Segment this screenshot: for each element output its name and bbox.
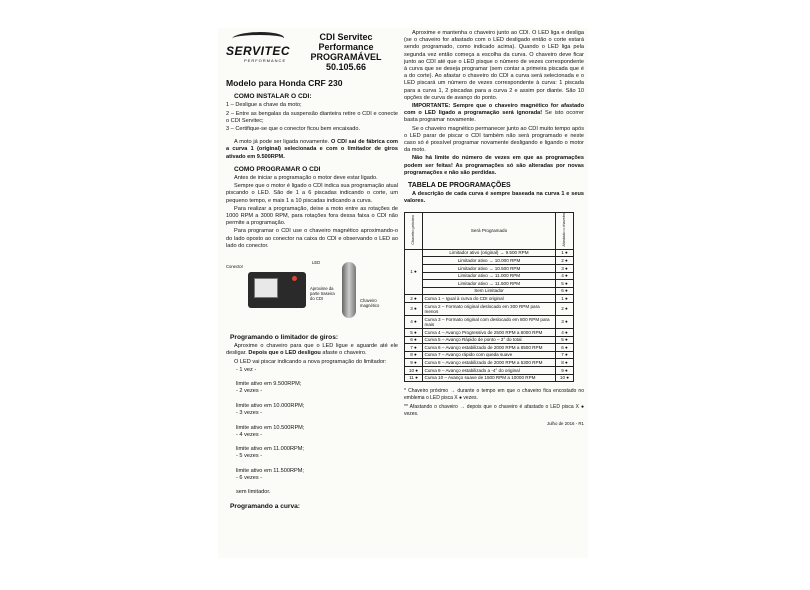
- important-paragraph: IMPORTANTE: Sempre que o chaveiro magnético for afastado com o LED ligado a programação será ignorada! Se isto ocorrer basta programar novamente.: [404, 103, 585, 124]
- label-chaveiro: Chaveiro magnético: [360, 298, 380, 309]
- list-item: - 5 vezes - limite ativo em 11.500RPM;: [236, 453, 304, 474]
- ready-paragraph: A moto já pode ser ligada novamente. O CDI sai de fábrica com a curva 1 (original) selecionada e com o limitador de giros ativado em 9.500RPM.: [226, 139, 398, 160]
- program-heading: COMO PROGRAMAR O CDI: [234, 165, 321, 173]
- connector-icon: [254, 278, 278, 298]
- header: [226, 32, 398, 72]
- curve-paragraph: Aproxime e mantenha o chaveiro junto ao CDI. O LED liga e desliga (se o chaveiro for afastado com o LED desligado então o corte estará sendo programado, como indicado acima). Quando o LED liga pela segunda vez então começa a escolha da curva. O chaveiro deve ficar junto ao CDI até que o LED pisque o número de vezes correspondente à curva que se deseja programar (sem contar a primeira piscada que é a do corte). Ao afastar o chaveiro do CDI a curva será selecionada e o LED piscará um número de vezes correspondente à curva: 1 piscada para a curva 1, 2 piscadas para a curva 2 e assim por diante. São 10 opções de curva de avanço do ponto.: [404, 30, 584, 101]
- brand-sub: PERFORMANCE: [244, 58, 287, 63]
- program-para-2: Sempre que o motor é ligado o CDI indica sua programação atual piscando o LED. São de 1 a 6 piscadas indicando o corte, um pequeno tempo, e mais 1 a 10 piscadas indicando a curva.: [226, 183, 398, 204]
- servitec-logo: [226, 32, 291, 64]
- title-line-3: PROGRAMÁVEL: [310, 52, 382, 62]
- table-row: 1 ● Limitador ativo (original) → 9.500 RPM 1 ●: [405, 249, 574, 257]
- list-item: - 3 vezes - limite ativo em 10.500RPM;: [236, 410, 305, 431]
- program-para-1: Antes de iniciar a programação o motor deve estar ligado.: [234, 175, 378, 182]
- install-heading: COMO INSTALAR O CDI:: [234, 93, 312, 101]
- cdi-box-icon: [248, 272, 306, 308]
- label-aproxime: Aproxime da parte traseira do CDI: [310, 286, 335, 302]
- table-header: [405, 212, 574, 249]
- footnote-2: ** Afastando o chaveiro → depois que o chaveiro é afastado o LED pisca X ● vezes.: [404, 403, 584, 417]
- magnetic-keychain-icon: [342, 262, 356, 318]
- left-column: [226, 28, 398, 512]
- cdi-photo: [226, 258, 398, 328]
- model-title: Modelo para Honda CRF 230: [226, 78, 343, 88]
- table-row: 2 ● Curva 1 – Igual à curva do CDI original 1 ●: [405, 295, 574, 303]
- curve-heading: Programando a curva:: [230, 502, 300, 510]
- limiter-para-2: O LED vai piscar indicando a nova programação do limitador:: [234, 358, 387, 365]
- logo-swoosh-icon: [230, 32, 287, 45]
- title-line-2: Performance: [318, 42, 374, 52]
- footnotes: [404, 388, 584, 418]
- table-row: 8 ● Curva 7 – Avanço rápido com queda suave 7 ●: [405, 351, 574, 359]
- no-limit-paragraph: Não há limite do número de vezes em que as programações podem ser feitas! As programações só são alteradas por novas programações e não são perdidas.: [404, 155, 584, 176]
- limiter-para-1: Aproxime o chaveiro para que o LED ligue e aguarde até ele desligar. Depois que o LED desligou afaste o chaveiro.: [226, 343, 398, 357]
- table-row: 3 ● Curva 2 – Formato original deslocado em 300 RPM para menos 2 ●: [405, 302, 574, 315]
- list-item: - 2 vezes - limite ativo em 10.000RPM;: [236, 388, 305, 409]
- label-conector: Conector: [226, 264, 243, 270]
- table-row: 11 ● Curva 10 – Avanço suave de 1500 RPM a 10000 RPM 10 ●: [405, 374, 574, 382]
- header-sera-programado: Será Programado: [423, 212, 556, 249]
- table-row: 9 ● Curva 8 – Avanço estabilizado de 2000 RPM a 5300 RPM 8 ●: [405, 359, 574, 367]
- footnote-1: * Chaveiro próximo → durante o tempo em que o chaveiro fica encostado no emblema o LED pisca X ● vezes.: [404, 388, 584, 402]
- table-row: Limitador ativo → 11.500 RPM 5 ●: [405, 280, 574, 288]
- table-row: 4 ● Curva 3 – Formato original com deslocado em 800 RPM para mais 3 ●: [405, 315, 574, 328]
- table-row: 5 ● Curva 4 – Avanço Progressivo de 2500 RPM a 8000 RPM 4 ●: [405, 328, 574, 336]
- table-row: 10 ● Curva 9 – Avanço estabilizado a -4° do original 9 ●: [405, 366, 574, 374]
- list-item: - 1 vez - limite ativo em 9.500RPM;: [236, 366, 302, 388]
- instruction-sheet: [218, 28, 588, 558]
- header-afastado: Afastado o chaveiro: [561, 213, 566, 247]
- programming-table: [404, 212, 574, 382]
- revision-date: Julho de 2016 - R1: [546, 420, 584, 426]
- led-icon: [292, 276, 297, 281]
- right-column: [404, 28, 584, 427]
- install-step-2: 2 – Entre as bengalas da suspensão dianteira retire o CDI e conecte o CDI Servitec;: [226, 110, 398, 124]
- limiter-heading: Programando o limitador de giros:: [230, 334, 339, 342]
- program-para-4: Para programar o CDI use o chaveiro magnético aproximando-o do lado oposto ao conector na caixa do CDI e observando o LED ao lado do conector.: [226, 228, 398, 249]
- limiter-key-cell: 1 ●: [405, 249, 423, 295]
- table-row: Limitador ativo → 10.500 RPM 3 ●: [405, 265, 574, 273]
- title-line-4: 50.105.66: [325, 62, 367, 72]
- install-step-1: 1 – Desligue a chave da moto;: [226, 102, 302, 109]
- table-description: A descrição de cada curva é sempre baseada na curva 1 e seus valores.: [404, 191, 584, 205]
- table-heading: TABELA DE PROGRAMAÇÕES: [408, 182, 511, 190]
- title-line-1: CDI Servitec: [319, 32, 373, 42]
- keychain-paragraph: Se o chaveiro magnético permanecer junto ao CDI muito tempo após o LED parar de piscar o CDI também não será programado e neste caso só é possível programar novamente desligando e ligando o motor da moto.: [404, 125, 584, 154]
- list-item: - 6 vezes - sem limitador.: [236, 474, 271, 496]
- table-row: 7 ● Curva 6 – Avanço estabilizado de 2000 RPM a 6500 RPM 6 ●: [405, 344, 574, 352]
- list-item: - 4 vezes - limite ativo em 11.000RPM;: [236, 431, 304, 453]
- header-chaveiro-proximo: Chaveiro próximo: [410, 215, 415, 245]
- install-step-3: 3 – Certifique-se que o conector ficou bem encaixado.: [226, 126, 361, 133]
- table-row: Limitador ativo → 11.000 RPM 4 ●: [405, 272, 574, 280]
- product-title: [294, 32, 398, 72]
- table-row: 6 ● Curva 5 – Avanço Rápido de ponto – 3° do total 5 ●: [405, 336, 574, 344]
- program-para-3: Para realizar a programação, deixe a moto entre as rotações de 1000 RPM a 3000 RPM, para rotações fora dessa faixa o CDI não permite a programação.: [226, 205, 398, 227]
- label-led: LED: [312, 260, 321, 266]
- brand-name: SERVITEC: [226, 44, 291, 58]
- limiter-list: [236, 367, 398, 497]
- table-row: Limitador ativo → 10.000 RPM 2 ●: [405, 257, 574, 265]
- table-row: Sem Limitador 6 ●: [405, 287, 574, 295]
